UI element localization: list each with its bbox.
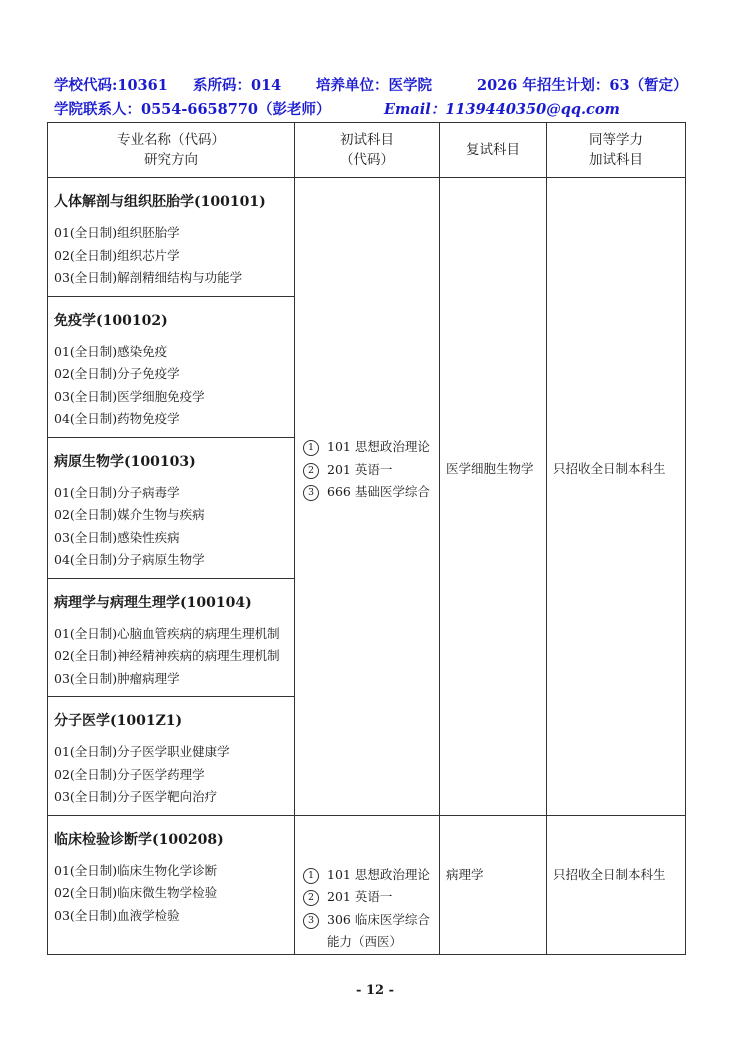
exam-item	[299, 459, 439, 482]
header-equiv	[547, 123, 686, 178]
direction-item: 01(全日制)感染免疫	[54, 343, 168, 359]
major-title: 人体解剖与组织胚胎学(100101)	[54, 194, 266, 210]
exam-item	[299, 864, 439, 887]
retest-subject: 病理学	[446, 866, 484, 882]
retest-cell	[440, 815, 547, 954]
direction-item: 01(全日制)组织胚胎学	[54, 225, 180, 240]
direction-item: 02(全日制)媒介生物与疾病	[54, 507, 205, 522]
exam-item	[299, 909, 439, 954]
exam-list	[295, 864, 439, 954]
major-title: 病原生物学(100103)	[54, 453, 196, 470]
retest-cell	[440, 178, 547, 816]
direction-item: 02(全日制)神经精神疾病的病理生理机制	[54, 648, 280, 663]
exam-item	[299, 436, 439, 459]
direction-item: 01(全日制)分子病毒学	[54, 484, 180, 500]
enrollment-plan: 2026 年招生计划：63（暂定）	[477, 77, 688, 94]
header-major	[48, 123, 295, 178]
exam-item	[299, 886, 439, 909]
major-title: 临床检验诊断学(100208)	[54, 831, 224, 848]
exam-text: 666 基础医学综合	[327, 484, 430, 499]
email-link[interactable]: Email：1139440350@qq.com	[384, 101, 620, 118]
table-row	[48, 815, 686, 954]
prelim-exam-cell	[295, 815, 440, 954]
major-title: 病理学与病理生理学(100104)	[54, 594, 252, 611]
header-equiv-line2: 加试科目	[589, 152, 643, 168]
direction-item: 03(全日制)解剖精细结构与功能学	[54, 270, 243, 285]
direction-item: 03(全日制)肿瘤病理学	[54, 670, 180, 686]
direction-item: 01(全日制)分子医学职业健康学	[54, 744, 230, 759]
school-code: 学校代码:10361	[54, 77, 168, 94]
exam-text: 101 思想政治理论	[327, 439, 430, 454]
prelim-exam-cell	[295, 178, 440, 816]
page-number: - 12 -	[356, 983, 394, 998]
table-header-row	[48, 123, 686, 178]
major-block	[48, 178, 294, 297]
direction-item: 03(全日制)感染性疾病	[54, 529, 180, 545]
direction-item: 02(全日制)组织芯片学	[54, 247, 180, 263]
circled-number: 1	[303, 440, 319, 456]
table-row	[48, 178, 686, 816]
contact-info: 学院联系人：0554-6658770（彭老师）	[54, 101, 331, 118]
retest-subject: 医学细胞生物学	[446, 461, 534, 476]
exam-text: 201 英语一	[327, 461, 393, 477]
circled-number: 3	[303, 485, 319, 501]
major-block	[48, 816, 294, 952]
direction-item: 03(全日制)医学细胞免疫学	[54, 388, 205, 404]
header-prelim	[295, 123, 440, 178]
training-unit: 培养单位：医学院	[316, 77, 432, 94]
header-retest	[440, 123, 547, 178]
header-retest-label: 复试科目	[466, 142, 520, 158]
direction-item: 02(全日制)临床微生物学检验	[54, 885, 218, 900]
direction-item: 03(全日制)血液学检验	[54, 907, 180, 923]
major-block	[48, 579, 294, 698]
direction-item: 02(全日制)分子医学药理学	[54, 766, 205, 782]
equiv-cell	[547, 178, 686, 816]
major-title: 分子医学(1001Z1)	[54, 713, 183, 729]
major-cell	[48, 178, 295, 816]
dept-code: 系所码：014	[193, 77, 282, 94]
circled-number: 2	[303, 890, 319, 906]
header-prelim-line2: （代码）	[340, 152, 394, 168]
exam-list	[295, 436, 439, 504]
direction-item: 03(全日制)分子医学靶向治疗	[54, 789, 218, 804]
major-block	[48, 438, 294, 579]
equiv-cell	[547, 815, 686, 954]
equiv-requirement: 只招收全日制本科生	[553, 866, 666, 882]
direction-item: 04(全日制)分子病原生物学	[54, 552, 205, 567]
major-block	[48, 297, 294, 438]
exam-text: 101 思想政治理论	[327, 866, 430, 882]
equiv-requirement: 只招收全日制本科生	[553, 461, 666, 476]
direction-item: 01(全日制)临床生物化学诊断	[54, 862, 218, 878]
exam-item	[299, 481, 439, 504]
major-block	[48, 697, 294, 815]
direction-item: 02(全日制)分子免疫学	[54, 366, 180, 381]
major-title: 免疫学(100102)	[54, 312, 168, 329]
admissions-table	[47, 122, 686, 955]
header-major-line1: 专业名称（代码）	[117, 132, 225, 148]
header-equiv-line1: 同等学力	[589, 132, 643, 148]
circled-number: 2	[303, 463, 319, 479]
header-major-line2: 研究方向	[144, 152, 198, 168]
direction-item: 01(全日制)心脑血管疾病的病理生理机制	[54, 625, 280, 641]
direction-item: 04(全日制)药物免疫学	[54, 411, 180, 426]
circled-number: 3	[303, 913, 319, 929]
exam-text: 306 临床医学综合能力（西医）	[327, 911, 430, 949]
circled-number: 1	[303, 868, 319, 884]
exam-text: 201 英语一	[327, 889, 393, 904]
header-prelim-line1: 初试科目	[340, 132, 394, 148]
major-cell	[48, 815, 295, 954]
